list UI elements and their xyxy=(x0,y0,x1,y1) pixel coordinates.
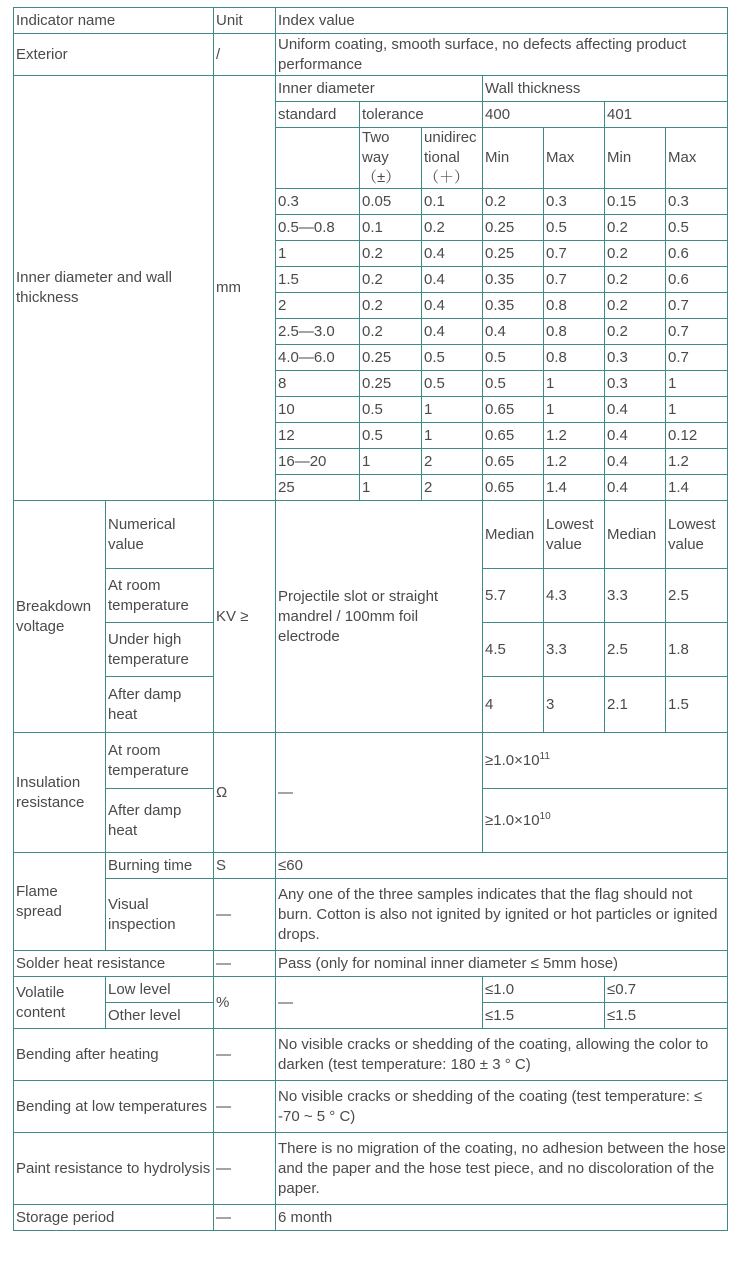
row-diameter-group-header xyxy=(14,76,728,102)
cell: 0.7 xyxy=(666,319,728,345)
cell: 2.5 xyxy=(666,569,728,623)
cell: 0.5—0.8 xyxy=(276,215,360,241)
cell: 25 xyxy=(276,475,360,501)
storage-name: Storage period xyxy=(14,1205,214,1231)
row-bending-low xyxy=(14,1081,728,1133)
cell: 1.8 xyxy=(666,623,728,677)
cell: 0.6 xyxy=(666,267,728,293)
row-hydrolysis xyxy=(14,1133,728,1205)
header-indicator-name: Indicator name xyxy=(14,8,214,34)
cell: 4.5 xyxy=(483,623,544,677)
cell: 0.2 xyxy=(605,241,666,267)
bending-heat-unit: — xyxy=(214,1029,276,1081)
exterior-value: Uniform coating, smooth surface, no defects affecting product performance xyxy=(276,34,728,76)
volatile-unit: % xyxy=(214,977,276,1029)
standard-blank xyxy=(276,128,360,189)
cell: 0.5 xyxy=(360,423,422,449)
exterior-name: Exterior xyxy=(14,34,214,76)
row-flame-visual xyxy=(14,879,728,951)
solder-unit: — xyxy=(214,951,276,977)
bending-low-unit: — xyxy=(214,1081,276,1133)
breakdown-condition-label: After damp heat xyxy=(106,677,214,733)
storage-unit: — xyxy=(214,1205,276,1231)
flame-burning-label: Burning time xyxy=(106,853,214,879)
breakdown-condition-label: Under high temperature xyxy=(106,623,214,677)
cell: 0.25 xyxy=(360,345,422,371)
hydrolysis-value: There is no migration of the coating, no adhesion between the hose and the paper and the hose test piece, and no discoloration of the paper. xyxy=(276,1133,728,1205)
cell: 0.1 xyxy=(422,189,483,215)
cell: 1 xyxy=(544,397,605,423)
cell: 0.4 xyxy=(605,475,666,501)
cell: 2.5—3.0 xyxy=(276,319,360,345)
insulation-room-label: At room temperature xyxy=(106,733,214,789)
cell: 0.5 xyxy=(666,215,728,241)
row-insulation-room xyxy=(14,733,728,789)
insulation-method: — xyxy=(276,733,483,853)
flame-visual-label: Visual inspection xyxy=(106,879,214,951)
cell: 0.6 xyxy=(666,241,728,267)
storage-value: 6 month xyxy=(276,1205,728,1231)
cell: 0.2 xyxy=(360,319,422,345)
bending-low-name: Bending at low temperatures xyxy=(14,1081,214,1133)
specification-table xyxy=(13,7,728,1231)
cell: 1 xyxy=(544,371,605,397)
row-flame-burning xyxy=(14,853,728,879)
unidirectional-label: unidirec tional （＋） xyxy=(422,128,483,189)
bending-heat-value: No visible cracks or shedding of the coating, allowing the color to darken (test temperature: 180 ± 3 ° C) xyxy=(276,1029,728,1081)
row-breakdown-header xyxy=(14,501,728,569)
flame-visual-value: Any one of the three samples indicates that the flag should not burn. Cotton is also not ignited by ignited or hot particles or ignited drops. xyxy=(276,879,728,951)
bending-low-value: No visible cracks or shedding of the coating (test temperature: ≤ -70 ~ 5 ° C) xyxy=(276,1081,728,1133)
cell: 0.8 xyxy=(544,319,605,345)
cell: 0.2 xyxy=(605,267,666,293)
cell: 0.3 xyxy=(276,189,360,215)
cell: 0.2 xyxy=(360,267,422,293)
cell: 4.0—6.0 xyxy=(276,345,360,371)
insulation-name: Insulation resistance xyxy=(14,733,106,853)
cell: 0.2 xyxy=(605,215,666,241)
cell: 1 xyxy=(360,449,422,475)
cell: 16—20 xyxy=(276,449,360,475)
cell: 8 xyxy=(276,371,360,397)
cell: 2.1 xyxy=(605,677,666,733)
cell: 0.35 xyxy=(483,293,544,319)
two-way-label: Two way （±） xyxy=(360,128,422,189)
volatile-method: — xyxy=(276,977,483,1029)
cell: 0.4 xyxy=(422,293,483,319)
cell: 0.25 xyxy=(360,371,422,397)
volatile-low-label: Low level xyxy=(106,977,214,1003)
header-unit: Unit xyxy=(214,8,276,34)
cell: 0.8 xyxy=(544,293,605,319)
hydrolysis-name: Paint resistance to hydrolysis xyxy=(14,1133,214,1205)
volatile-other-label: Other level xyxy=(106,1003,214,1029)
cell: 2 xyxy=(422,449,483,475)
cell: 0.65 xyxy=(483,475,544,501)
cell: 0.65 xyxy=(483,423,544,449)
header-index-value: Index value xyxy=(276,8,728,34)
max-401-label: Max xyxy=(666,128,728,189)
cell: 0.4 xyxy=(422,319,483,345)
cell: 1.2 xyxy=(544,449,605,475)
insulation-damp-exponent: 10 xyxy=(539,810,551,822)
cell: 0.35 xyxy=(483,267,544,293)
cell: 3.3 xyxy=(605,569,666,623)
insulation-damp-label: After damp heat xyxy=(106,789,214,853)
volatile-other-400: ≤1.5 xyxy=(483,1003,605,1029)
cell: 1.5 xyxy=(276,267,360,293)
median-401-label: Median xyxy=(605,501,666,569)
cell: 0.2 xyxy=(360,241,422,267)
cell: 2.5 xyxy=(605,623,666,677)
cell: 0.2 xyxy=(360,293,422,319)
insulation-damp-value xyxy=(483,789,728,853)
cell: 1.4 xyxy=(544,475,605,501)
cell: 0.2 xyxy=(483,189,544,215)
cell: 1.2 xyxy=(544,423,605,449)
cell: 0.3 xyxy=(544,189,605,215)
bending-heat-name: Bending after heating xyxy=(14,1029,214,1081)
hydrolysis-unit: — xyxy=(214,1133,276,1205)
cell: 0.4 xyxy=(422,267,483,293)
cell: 0.15 xyxy=(605,189,666,215)
wall-thickness-group-label: Wall thickness xyxy=(483,76,728,102)
cell: 0.8 xyxy=(544,345,605,371)
cell: 3.3 xyxy=(544,623,605,677)
inner-diameter-group-label: Inner diameter xyxy=(276,76,483,102)
volatile-low-401: ≤0.7 xyxy=(605,977,728,1003)
min-400-label: Min xyxy=(483,128,544,189)
cell: 0.25 xyxy=(483,241,544,267)
cell: 5.7 xyxy=(483,569,544,623)
flame-visual-unit: — xyxy=(214,879,276,951)
max-400-label: Max xyxy=(544,128,605,189)
cell: 0.5 xyxy=(360,397,422,423)
cell: 1.2 xyxy=(666,449,728,475)
breakdown-method: Projectile slot or straight mandrel / 100mm foil electrode xyxy=(276,501,483,733)
insulation-room-value xyxy=(483,733,728,789)
insulation-unit: Ω xyxy=(214,733,276,853)
volatile-name: Volatile content xyxy=(14,977,106,1029)
lowest-400-label: Lowest value xyxy=(544,501,605,569)
cell: 1 xyxy=(666,371,728,397)
cell: 0.1 xyxy=(360,215,422,241)
row-volatile-low xyxy=(14,977,728,1003)
cell: 0.12 xyxy=(666,423,728,449)
cell: 0.4 xyxy=(605,397,666,423)
insulation-room-exponent: 11 xyxy=(539,750,550,762)
median-400-label: Median xyxy=(483,501,544,569)
insulation-room-base: ≥1.0×10 xyxy=(485,751,540,769)
cell: 0.65 xyxy=(483,449,544,475)
solder-name: Solder heat resistance xyxy=(14,951,214,977)
volatile-low-400: ≤1.0 xyxy=(483,977,605,1003)
inner-diameter-name: Inner diameter and wall thickness xyxy=(14,76,214,501)
row-solder xyxy=(14,951,728,977)
cell: 4 xyxy=(483,677,544,733)
cell: 0.3 xyxy=(605,371,666,397)
cell: 0.5 xyxy=(544,215,605,241)
cell: 0.7 xyxy=(666,293,728,319)
insulation-damp-base: ≥1.0×10 xyxy=(485,811,540,829)
cell: 0.7 xyxy=(544,267,605,293)
cell: 0.2 xyxy=(422,215,483,241)
cell: 12 xyxy=(276,423,360,449)
cell: 0.25 xyxy=(483,215,544,241)
cell: 0.7 xyxy=(544,241,605,267)
cell: 2 xyxy=(276,293,360,319)
cell: 4.3 xyxy=(544,569,605,623)
breakdown-numerical-label: Numerical value xyxy=(106,501,214,569)
grade-400-label: 400 xyxy=(483,102,605,128)
cell: 0.05 xyxy=(360,189,422,215)
cell: 1 xyxy=(422,397,483,423)
grade-401-label: 401 xyxy=(605,102,728,128)
cell: 0.5 xyxy=(422,345,483,371)
cell: 0.5 xyxy=(422,371,483,397)
min-401-label: Min xyxy=(605,128,666,189)
cell: 0.2 xyxy=(605,319,666,345)
row-storage xyxy=(14,1205,728,1231)
header-row xyxy=(14,8,728,34)
cell: 1 xyxy=(666,397,728,423)
cell: 1.5 xyxy=(666,677,728,733)
tolerance-label: tolerance xyxy=(360,102,483,128)
cell: 0.7 xyxy=(666,345,728,371)
flame-burning-unit: S xyxy=(214,853,276,879)
flame-name: Flame spread xyxy=(14,853,106,951)
cell: 1 xyxy=(422,423,483,449)
cell: 0.3 xyxy=(605,345,666,371)
cell: 2 xyxy=(422,475,483,501)
cell: 1 xyxy=(360,475,422,501)
cell: 0.4 xyxy=(422,241,483,267)
inner-diameter-unit: mm xyxy=(214,76,276,501)
cell: 0.4 xyxy=(483,319,544,345)
cell: 10 xyxy=(276,397,360,423)
cell: 0.4 xyxy=(605,423,666,449)
lowest-401-label: Lowest value xyxy=(666,501,728,569)
solder-value: Pass (only for nominal inner diameter ≤ 5mm hose) xyxy=(276,951,728,977)
cell: 0.5 xyxy=(483,371,544,397)
row-bending-heat xyxy=(14,1029,728,1081)
cell: 3 xyxy=(544,677,605,733)
cell: 0.4 xyxy=(605,449,666,475)
cell: 0.2 xyxy=(605,293,666,319)
exterior-unit: / xyxy=(214,34,276,76)
cell: 1 xyxy=(276,241,360,267)
breakdown-unit: KV ≥ xyxy=(214,501,276,733)
cell: 0.5 xyxy=(483,345,544,371)
breakdown-name: Breakdown voltage xyxy=(14,501,106,733)
cell: 1.4 xyxy=(666,475,728,501)
flame-burning-value: ≤60 xyxy=(276,853,728,879)
row-exterior xyxy=(14,34,728,76)
volatile-other-401: ≤1.5 xyxy=(605,1003,728,1029)
standard-label: standard xyxy=(276,102,360,128)
cell: 0.3 xyxy=(666,189,728,215)
breakdown-condition-label: At room temperature xyxy=(106,569,214,623)
cell: 0.65 xyxy=(483,397,544,423)
